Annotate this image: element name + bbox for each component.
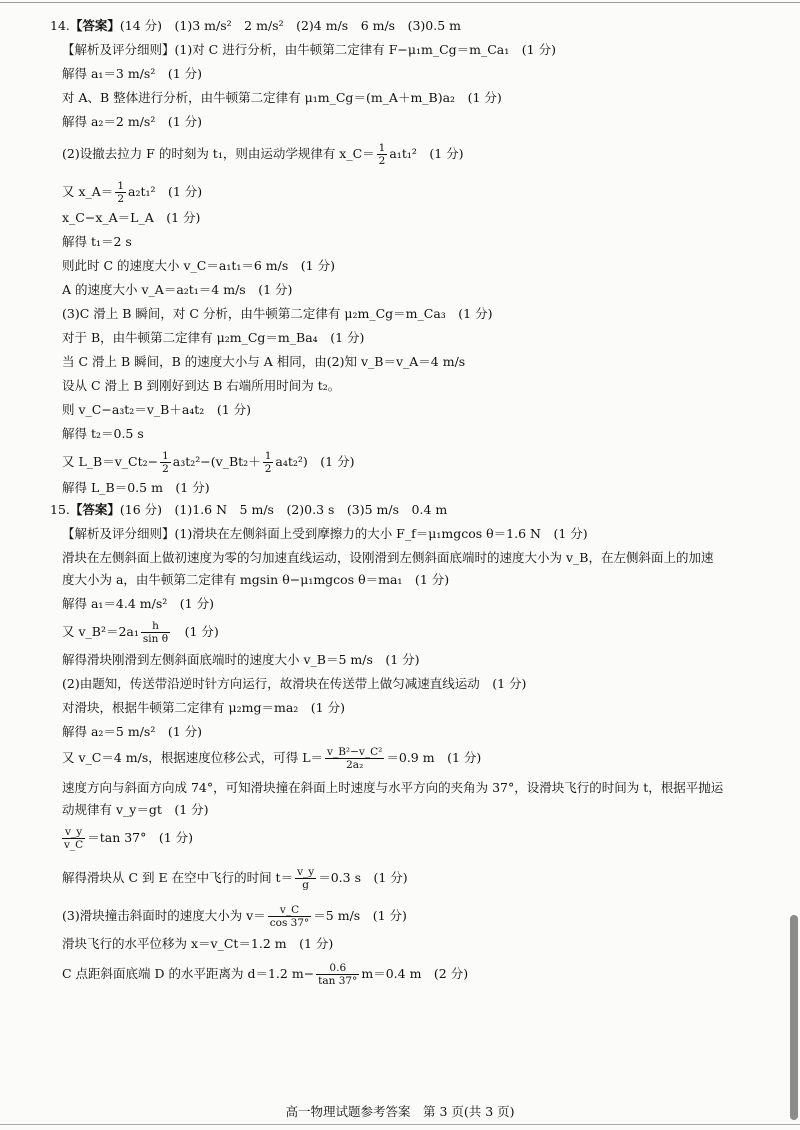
- q14-line: 当 C 滑上 B 瞬间，B 的速度大小与 A 相同，由(2)知 v_B＝v_A＝4 m/s: [62, 354, 466, 369]
- q15-line: (2)由题知，传送带沿逆时针方向运行，故滑块在传送带上做匀减速直线运动 (1 分): [62, 676, 527, 691]
- q14-line: 解得 t₁＝2 s: [62, 234, 132, 249]
- q15-line: 速度方向与斜面方向成 74°，可知滑块撞在斜面上时速度与水平方向的夹角为 37°，设滑块飞行的时间为 t，根据平抛运: [62, 780, 724, 795]
- q15-line-formula: (3)滑块撞击斜面时的速度大小为 v＝ $\frac{v\_C}{\cos 37^\circ}$ ＝5 m/s (1 分): [62, 904, 407, 929]
- fraction-half: $\frac{1}{2}$: [117, 180, 124, 205]
- fraction-half: $\frac{1}{2}$: [378, 142, 386, 167]
- q14-line: 解得 a₁＝3 m/s² (1 分): [62, 66, 203, 81]
- q15-line-formula: 解得滑块从 C 到 E 在空中飞行的时间 t＝ $\frac{v\_y}{g}$ ＝0.3 s (1 分): [62, 866, 408, 891]
- q14-line: (3)C 滑上 B 瞬间，对 C 分析，由牛顿第二定律有 μ₂m_Cg＝m_Ca₃ (1 分): [62, 306, 493, 321]
- q14-line: 解得 a₂＝2 m/s² (1 分): [62, 114, 203, 129]
- q14-line-formula: (2)设撤去拉力 F 的时刻为 t₁，则由运动学规律有 x_C＝ $\frac{1}{2}$ a₁t₁² (1 分): [62, 142, 464, 167]
- top-rule: [0, 2, 800, 3]
- fraction-half: $\frac{1}{2}$: [162, 450, 169, 475]
- fraction: $\frac{v\_y}{g}$: [297, 866, 315, 891]
- q14-line-formula: 又 x_A＝ $\frac{1}{2}$ a₂t₁² (1 分): [62, 180, 203, 205]
- fraction: $\frac{v\_C}{\cos 37^\circ}$: [269, 904, 310, 929]
- q15-line: 动规律有 v_y＝gt (1 分): [62, 802, 209, 817]
- bottom-rule: [0, 1124, 800, 1125]
- q15-line-formula: 又 v_C＝4 m/s，根据速度位移公式，可得 L＝ $\frac{\text{v\_B²−v\_C²}}{\text{2a₂}}$ ＝0.9 m (1 分): [62, 746, 482, 771]
- q14-line: 设从 C 滑上 B 到刚好到达 B 右端所用时间为 t₂。: [62, 378, 341, 393]
- q14-line: A 的速度大小 v_A＝a₂t₁＝4 m/s (1 分): [62, 282, 293, 297]
- q14-line: 解得 t₂＝0.5 s: [62, 426, 144, 441]
- q14-line: x_C−x_A＝L_A (1 分): [62, 210, 201, 225]
- fraction: $\frac{v\_y}{v\_C}$: [64, 826, 84, 851]
- fraction: $\frac{\text{v\_B²−v\_C²}}{\text{2a₂}}$: [327, 746, 383, 771]
- fraction: $\frac{0.6}{\tan 37^\circ}$: [318, 962, 358, 987]
- q14-line: 则此时 C 的速度大小 v_C＝a₁t₁＝6 m/s (1 分): [62, 258, 335, 273]
- q14-header: 14.【答案】(14 分) (1)3 m/s² 2 m/s² (2)4 m/s 6 m/s (3)0.5 m: [50, 18, 462, 33]
- fraction: $\frac{h}{\text{sin θ}}$: [142, 620, 169, 645]
- q15-line-formula: $\frac{v\_y}{v\_C}$ ＝tan 37° (1 分): [64, 826, 194, 851]
- q15-line-formula: C 点距斜面底端 D 的水平距离为 d＝1.2 m− $\frac{0.6}{\tan 37^\circ}$ m＝0.4 m (2 分): [62, 962, 469, 987]
- q15-line-formula: 又 v_B²＝2a₁ $\frac{h}{\text{sin θ}}$ (1 分): [62, 620, 219, 645]
- q15-line: 滑块飞行的水平位移为 x＝v_Ct＝1.2 m (1 分): [62, 936, 334, 951]
- q15-header: 15.【答案】(16 分) (1)1.6 N 5 m/s (2)0.3 s (3)5 m/s 0.4 m: [50, 502, 448, 517]
- q15-line: 【解析及评分细则】(1)滑块在左侧斜面上受到摩擦力的大小 F_f＝μ₁mgcos θ＝1.6 N (1 分): [62, 526, 588, 541]
- q14-line: 对于 B，由牛顿第二定律有 μ₂m_Cg＝m_Ba₄ (1 分): [62, 330, 365, 345]
- q14-line: 对 A、B 整体进行分析，由牛顿第二定律有 μ₁m_Cg＝(m_A＋m_B)a₂ (1 分): [62, 90, 502, 105]
- q14-line-formula: 又 L_B＝v_Ct₂− $\frac{1}{2}$ a₃t₂²−(v_Bt₂＋ $\frac{1}{2}$ a₄t₂²) (1 分): [62, 450, 355, 475]
- page-footer: 高一物理试题参考答案 第 3 页(共 3 页): [285, 1104, 515, 1119]
- q15-line: 解得 a₂＝5 m/s² (1 分): [62, 724, 203, 739]
- q14-line: 【解析及评分细则】(1)对 C 进行分析，由牛顿第二定律有 F−μ₁m_Cg＝m_Ca₁ (1 分): [62, 42, 556, 57]
- q15-line: 度大小为 a，由牛顿第二定律有 mgsin θ−μ₁mgcos θ＝ma₁ (1 分): [62, 572, 450, 587]
- q15-line: 解得滑块刚滑到左侧斜面底端时的速度大小 v_B＝5 m/s (1 分): [62, 652, 420, 667]
- q14-line: 则 v_C−a₃t₂＝v_B＋a₄t₂ (1 分): [62, 402, 251, 417]
- q15-line: 解得 a₁＝4.4 m/s² (1 分): [62, 596, 214, 611]
- fraction-half: $\frac{1}{2}$: [264, 450, 272, 475]
- q15-line: 对滑块，根据牛顿第二定律有 μ₂mg＝ma₂ (1 分): [62, 700, 345, 715]
- q15-line: 滑块在左侧斜面上做初速度为零的匀加速直线运动，设刚滑到左侧斜面底端时的速度大小为 v_B，在左侧斜面上的加速: [62, 550, 714, 565]
- q14-line: 解得 L_B＝0.5 m (1 分): [62, 480, 210, 495]
- scrollbar-thumb[interactable]: [790, 915, 798, 1120]
